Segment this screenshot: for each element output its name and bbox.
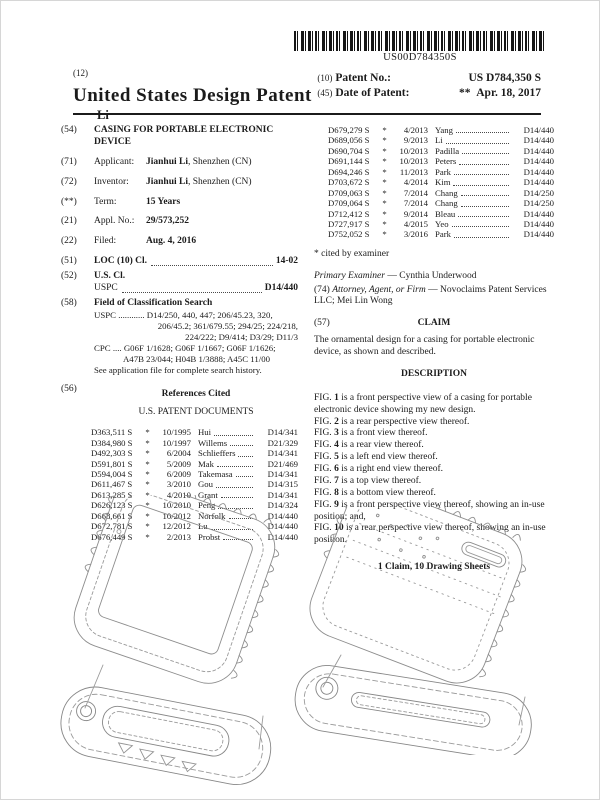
barcode	[294, 31, 546, 51]
reference-row: D611,467 S * 3/2010 Gou D14/315	[91, 479, 298, 490]
reference-row: D676,449 S * 2/2013 Probst D14/440	[91, 531, 298, 542]
section-term: (**) Term: 15 Years	[61, 196, 181, 207]
barcode-block	[294, 31, 546, 63]
figure-rear-perspective-drawing	[293, 507, 549, 755]
section-51-loc: (51) LOC (10) Cl. 14-02	[61, 256, 298, 267]
patent-no-code: (10)	[317, 73, 333, 83]
section-56-references: (56) References Cited U.S. PATENT DOCUMENTS	[61, 384, 298, 426]
reference-row: D709,064 S * 7/2014 Chang D14/250	[328, 198, 554, 209]
description-heading: DESCRIPTION	[401, 368, 467, 379]
reference-row: D691,144 S * 10/2013 Peters D14/440	[328, 156, 554, 167]
reference-row: D613,285 S * 4/2010 Grant D14/341	[91, 489, 298, 500]
section-21-appl-no: (21) Appl. No.: 29/573,252	[61, 216, 190, 227]
reference-row: D363,511 S * 10/1995 Hui D14/341	[91, 427, 298, 438]
reference-row: D712,412 S * 9/2014 Bleau D14/440	[328, 208, 554, 219]
section-22-filed: (22) Filed: Aug. 4, 2016	[61, 236, 197, 247]
reference-row: D694,246 S * 11/2013 Park D14/440	[328, 166, 554, 177]
inventor-surname: Li	[97, 108, 109, 122]
references-heading: References Cited	[161, 388, 231, 399]
attorney-line: (74) Attorney, Agent, or Firm — Novoclaims Patent Services LLC; Mei Lin Wong	[314, 284, 547, 307]
figure-description: FIG. 2 is a rear perspective view thereof.	[314, 416, 470, 427]
figure-description: FIG. 4 is a rear view thereof.	[314, 440, 424, 451]
claims-sheets-line: 1 Claim, 10 Drawing Sheets	[377, 562, 491, 573]
reference-row: D709,063 S * 7/2014 Chang D14/250	[328, 187, 554, 198]
patent-no-value: US D784,350 S	[468, 72, 541, 84]
section-72-inventor: (72) Inventor: Jianhui Li, Shenzhen (CN)	[61, 176, 252, 187]
figure-description: FIG. 10 is a rear perspective view thereof, showing an in-use position.	[314, 523, 546, 546]
figure-description: FIG. 5 is a left end view thereof.	[314, 452, 438, 463]
reference-row: D727,917 S * 4/2015 Yeo D14/440	[328, 218, 554, 229]
reference-row: D690,704 S * 10/2013 Padilla D14/440	[328, 145, 554, 156]
primary-examiner-line: Primary Examiner — Cynthia Underwood	[314, 270, 477, 281]
reference-row: D626,123 S * 10/2010 Peng D14/324	[91, 500, 298, 511]
figure-front-perspective-drawing	[57, 495, 295, 797]
claim-text: The ornamental design for a casing for portable electronic device, as shown and described.	[314, 335, 535, 358]
doc-kind-code: (12)	[73, 68, 88, 78]
reference-row: D752,052 S * 3/2016 Park D14/440	[328, 229, 554, 240]
date-value: ** Apr. 18, 2017	[459, 87, 541, 99]
figure-description: FIG. 3 is a front view thereof.	[314, 428, 428, 439]
section-58-field-search: (58) Field of Classification Search USPC ............ D14/250, 440, 447; 206/45.23, 320, 206/45.2; 361/679.55; 294/25; 224/218, 224/222; D9/414; D3/29; D11/3 CPC .... G06F 1/1628; G06F 1/1667; G06F 1/1626; A47B 23/044; H04B 1/3888; A45C 11/00 See application file for complete search history.	[61, 297, 298, 375]
reference-row: D689,056 S * 9/2013 Li D14/440	[328, 135, 554, 146]
header-rule	[73, 113, 541, 115]
cited-by-examiner-note: * cited by examiner	[314, 248, 390, 259]
references-table-right	[314, 125, 554, 240]
reference-row: D591,801 S * 5/2009 Mak D21/469	[91, 458, 298, 469]
figure-description: FIG. 9 is a front perspective view thereof, showing an in-use position; and,	[314, 499, 545, 522]
claim-heading: (57) CLAIM	[314, 318, 451, 329]
section-54-title: (54) CASING FOR PORTABLE ELECTRONIC DEVICE	[61, 125, 274, 147]
reference-row: D672,781 S * 12/2012 Lu D14/440	[91, 521, 298, 532]
reference-row: D384,980 S * 10/1997 Willems D21/329	[91, 437, 298, 448]
reference-row: D703,672 S * 4/2014 Kim D14/440	[328, 177, 554, 188]
references-subheading: U.S. PATENT DOCUMENTS	[138, 407, 254, 418]
reference-row: D679,279 S * 4/2013 Yang D14/440	[328, 125, 554, 135]
barcode-text: US00D784350S	[383, 52, 457, 63]
section-71-applicant: (71) Applicant: Jianhui Li, Shenzhen (CN)	[61, 156, 252, 167]
figure-description: FIG. 6 is a right end view thereof.	[314, 464, 444, 475]
figure-description: FIG. 7 is a top view thereof.	[314, 475, 422, 486]
reference-row: D594,004 S * 6/2009 Takemasa D14/341	[91, 469, 298, 480]
figure-description: FIG. 8 is a bottom view thereof.	[314, 487, 436, 498]
reference-row: D492,303 S * 6/2004 Schlieffers D14/341	[91, 448, 298, 459]
figure-description: FIG. 1 is a front perspective view of a casing for portable electronic device showing my new design.	[314, 392, 532, 415]
date-label: Date of Patent:	[335, 87, 410, 99]
patent-title: United States Design Patent	[73, 85, 312, 106]
reference-row: D668,661 S * 10/2012 Norfolk D14/440	[91, 510, 298, 521]
date-code: (45)	[317, 88, 333, 98]
section-52-us-cl: (52) U.S. Cl. USPC D14/440	[61, 271, 298, 293]
patent-no-label: Patent No.:	[335, 72, 391, 84]
